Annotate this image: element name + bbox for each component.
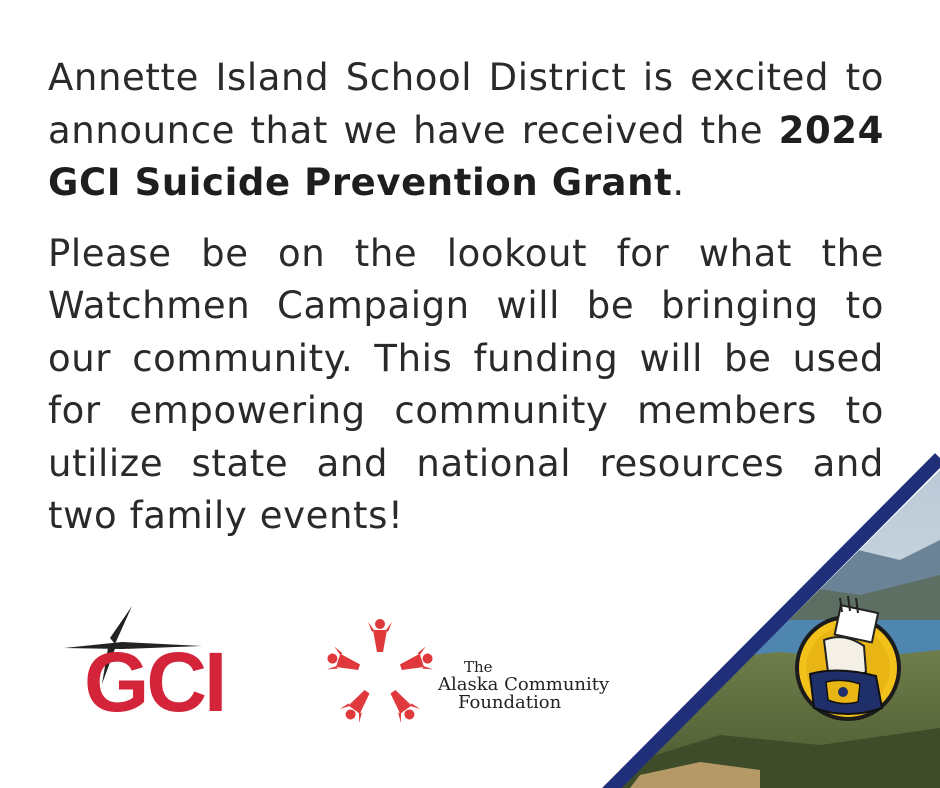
acf-line-2: Alaska Community: [438, 674, 610, 695]
acf-line-3: Foundation: [458, 692, 562, 713]
alaska-community-foundation-logo: [318, 618, 628, 730]
acf-wordmark: [436, 658, 609, 712]
intro-text: Annette Island School District is excited to announce that we have received the: [48, 56, 884, 152]
announcement-paragraph-2: Please be on the lookout for what the Watchmen Campaign will be bringing to our community. This funding will be used for empowering community members to utilize state and national resources and two family events!: [48, 231, 884, 537]
period: .: [672, 161, 685, 204]
gci-wordmark: GCI: [84, 635, 225, 729]
person-figure: [368, 619, 392, 652]
gci-logo: [62, 606, 252, 728]
acf-line-1: The: [464, 658, 493, 676]
grant-name: 2024 GCI Suicide Prevention Grant: [48, 108, 884, 204]
people-star-icon: [318, 618, 438, 730]
